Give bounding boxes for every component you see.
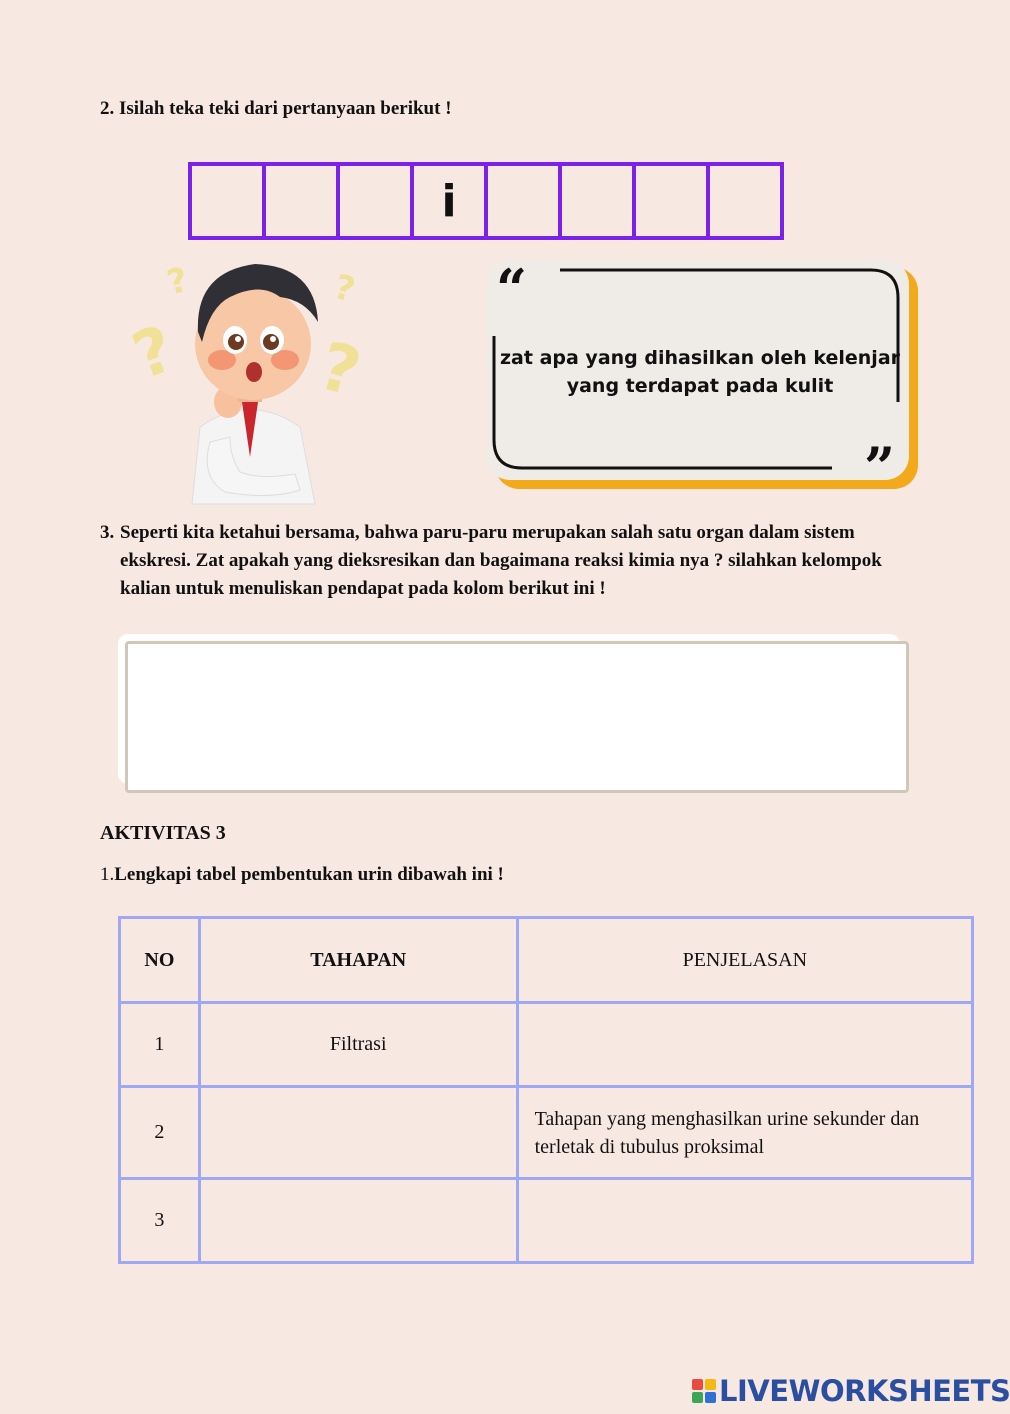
logo-text: LIVEWORKSHEETS [719, 1374, 1010, 1408]
row-stage-input[interactable] [199, 1179, 517, 1263]
row-number: 1 [120, 1003, 200, 1087]
header-no: NO [120, 918, 200, 1003]
question-2-number: 2. [100, 98, 115, 119]
question-mark-icon: ? [123, 312, 184, 395]
row-stage: Filtrasi [199, 1003, 517, 1087]
crossword-grid [188, 162, 784, 240]
crossword-cell[interactable] [636, 166, 710, 236]
thinking-boy-illustration [123, 252, 380, 504]
table-row [120, 1003, 973, 1087]
row-explanation-input[interactable] [517, 1003, 972, 1087]
question-mark-icon: ? [311, 327, 369, 412]
activity-title: AKTIVITAS 3 [100, 822, 226, 844]
question-2-heading [100, 95, 452, 123]
crossword-cell[interactable] [488, 166, 562, 236]
activity-question-1-number: 1. [100, 864, 115, 885]
urine-formation-table [118, 916, 974, 1264]
question-3-number: 3. [100, 522, 115, 543]
crossword-cell[interactable] [562, 166, 636, 236]
crossword-cell[interactable] [192, 166, 266, 236]
row-explanation: Tahapan yang menghasilkan urine sekunder dan terletak di tubulus proksimal [517, 1087, 972, 1179]
question-3-text: Seperti kita ketahui bersama, bahwa paru-paru merupakan salah satu organ dalam sistem ekskresi. Zat apakah yang dieksresikan dan bagaimana reaksi kimia nya ? silahkan kelompok kalian untuk menuliskan pendapat pada kolom berikut ini ! [120, 522, 882, 599]
table-header-row [120, 918, 973, 1003]
crossword-cell[interactable] [340, 166, 414, 236]
table-row [120, 1087, 973, 1179]
question-3-heading [100, 519, 910, 603]
activity-question-1-text: Lengkapi tabel pembentukan urin dibawah ini ! [114, 864, 504, 885]
question-3-answer-input[interactable] [125, 641, 909, 793]
header-explanation: PENJELASAN [517, 918, 972, 1003]
question-mark-icon: ? [329, 267, 360, 311]
close-quote-icon: ” [864, 435, 896, 499]
liveworksheets-logo-icon [692, 1379, 716, 1403]
header-stage: TAHAPAN [199, 918, 517, 1003]
activity-question-1 [100, 862, 504, 888]
crossword-clue: zat apa yang dihasilkan oleh kelenjar yang terdapat pada kulit [500, 347, 901, 397]
row-explanation-input[interactable] [517, 1179, 972, 1263]
open-quote-icon: “ [496, 257, 528, 321]
question-mark-icon: ? [162, 259, 193, 304]
row-number: 3 [120, 1179, 200, 1263]
crossword-cell[interactable] [266, 166, 340, 236]
crossword-cell[interactable] [710, 166, 780, 236]
crossword-cell-given-letter: i [414, 166, 488, 236]
table-row [120, 1179, 973, 1263]
row-stage-input[interactable] [199, 1087, 517, 1179]
question-2-text: Isilah teka teki dari pertanyaan berikut ! [119, 98, 452, 119]
liveworksheets-logo[interactable] [692, 1374, 1010, 1408]
row-number: 2 [120, 1087, 200, 1179]
